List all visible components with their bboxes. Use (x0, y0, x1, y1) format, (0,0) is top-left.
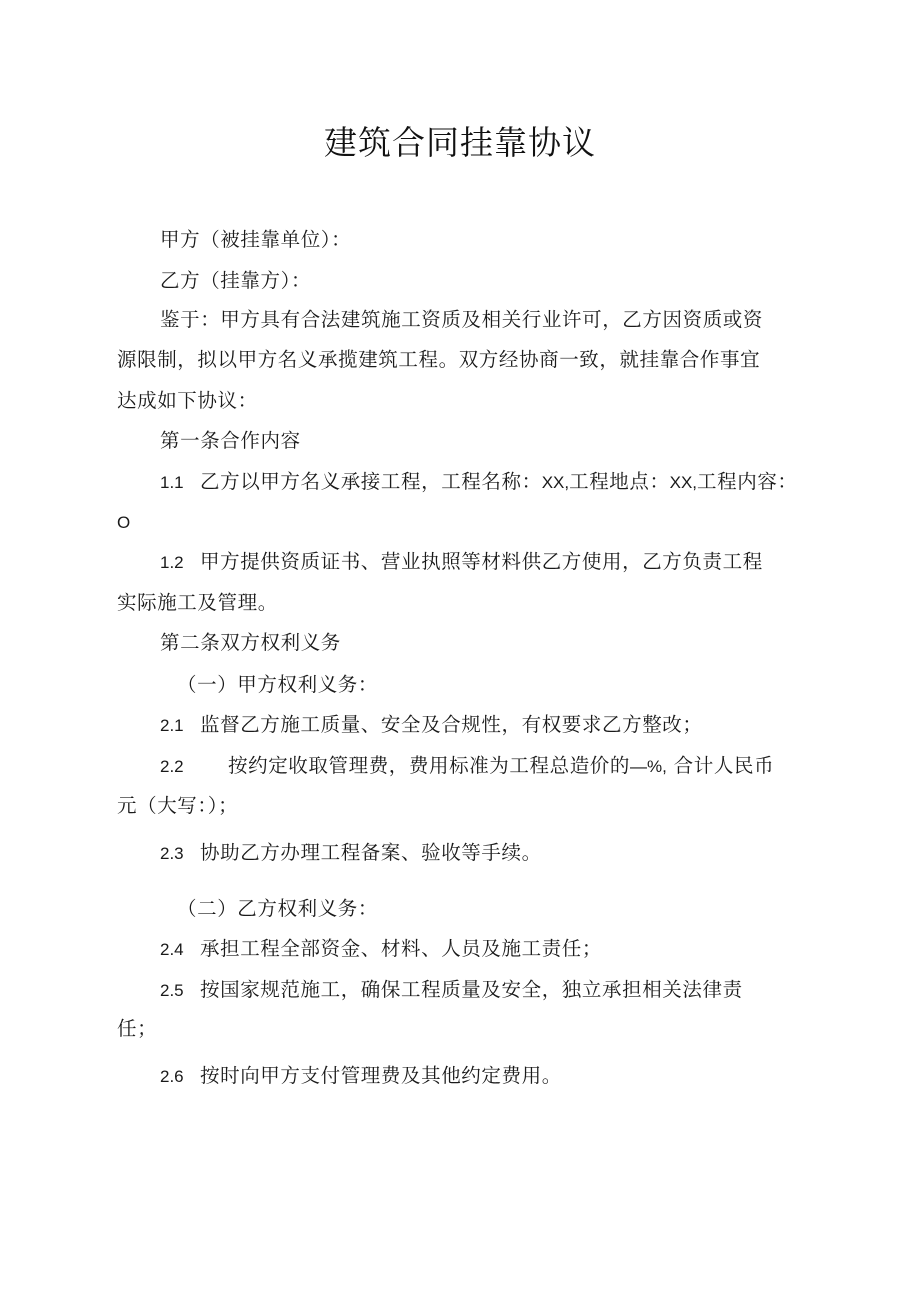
clause-number: 2.5 (160, 981, 184, 1000)
sub-heading-party-b: （二）乙方权利义务： (177, 897, 379, 920)
clause-1-2 (160, 547, 860, 578)
clause-number: 2.1 (160, 716, 184, 735)
clause-number: 2.4 (160, 940, 184, 959)
article-2-heading: 第二条双方权利义务 (160, 631, 341, 654)
clause-1-1-continuation (117, 507, 817, 538)
clause-text: 乙方以甲方名义承接工程，工程名称： (200, 470, 542, 493)
clause-text: 甲方提供资质证书、营业执照等材料供乙方使用，乙方负责工程 (200, 550, 763, 573)
clause-number: 2.2 (160, 757, 184, 776)
clause-text: 按约定收取管理费，费用标准为工程总造价的 (228, 754, 631, 777)
project-name-value: XX, (541, 473, 570, 492)
clause-2-4 (160, 934, 860, 965)
clause-text: 承担工程全部资金、材料、人员及施工责任； (200, 937, 603, 960)
clause-text: 工程地点： (569, 470, 670, 493)
clause-2-2 (160, 751, 860, 782)
document-title: 建筑合同挂靠协议 (324, 123, 596, 162)
preamble-line-3: 达成如下协议： (117, 389, 258, 412)
clause-text: 合计人民币 (673, 754, 775, 777)
clause-number: 1.1 (160, 473, 184, 492)
clause-1-2-continuation: 实际施工及管理。 (117, 591, 278, 614)
article-1-heading: 第一条合作内容 (160, 429, 301, 452)
clause-1-1 (160, 467, 860, 498)
clause-text: 按时向甲方支付管理费及其他约定费用。 (200, 1064, 562, 1087)
clause-text: 按国家规范施工，确保工程质量及安全，独立承担相关法律责 (200, 978, 743, 1001)
clause-number: 1.2 (160, 553, 184, 572)
party-a-line: 甲方（被挂靠单位）： (160, 228, 352, 251)
clause-2-5-continuation: 任； (117, 1017, 158, 1040)
clause-2-3 (160, 838, 860, 869)
clause-text: 协助乙方办理工程备案、验收等手续。 (200, 841, 542, 864)
preamble-line-2: 源限制，拟以甲方名义承揽建筑工程。双方经协商一致，就挂靠合作事宜 (117, 348, 761, 371)
clause-2-1 (160, 710, 860, 741)
project-content-value: O (117, 513, 131, 532)
sub-heading-party-a: （一）甲方权利义务： (177, 673, 379, 696)
clause-text: 监督乙方施工质量、安全及合规性，有权要求乙方整改； (200, 713, 703, 736)
clause-number: 2.6 (160, 1067, 184, 1086)
fee-percent-value: —%, (630, 757, 667, 776)
clause-number: 2.3 (160, 844, 184, 863)
clause-text: 工程内容： (697, 470, 798, 493)
party-b-line: 乙方（挂靠方）： (160, 269, 312, 292)
clause-2-6 (160, 1061, 860, 1092)
clause-2-5 (160, 975, 860, 1006)
clause-2-2-continuation: 元（大写：）； (117, 794, 239, 817)
preamble-line-1: 鉴于：甲方具有合法建筑施工资质及相关行业许可，乙方因资质或资 (160, 308, 764, 331)
project-place-value: XX, (669, 473, 698, 492)
